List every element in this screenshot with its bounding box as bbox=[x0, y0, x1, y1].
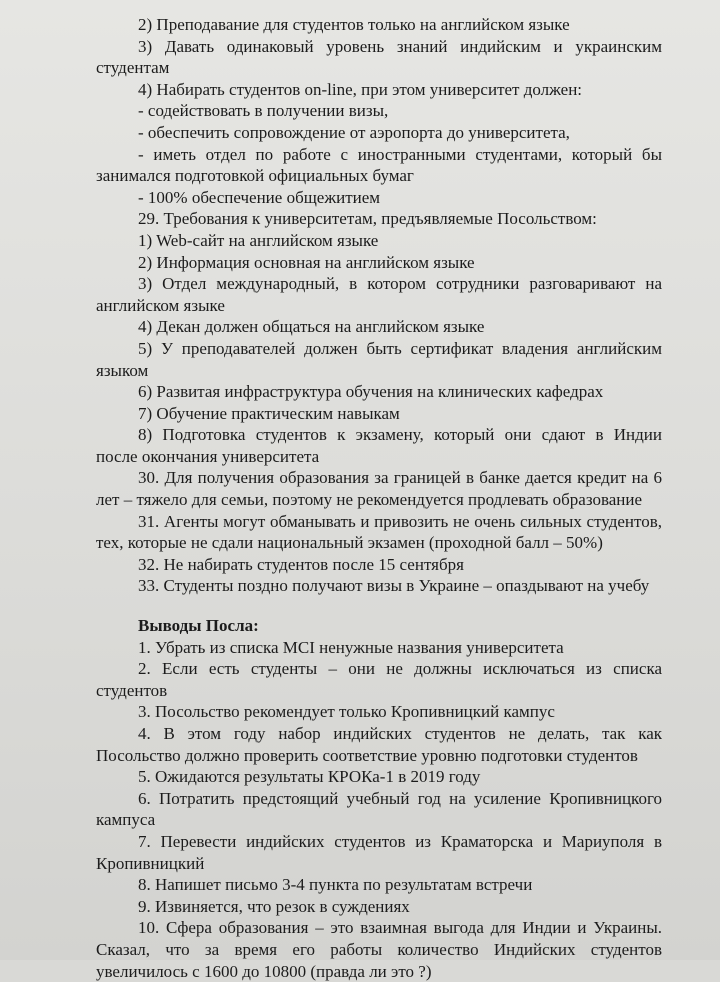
conclusion-line: 9. Извиняется, что резок в суждениях bbox=[138, 896, 410, 916]
conclusion-line: 6. Потратить предстоящий учебный год на усиление Кропивницкого bbox=[138, 788, 662, 808]
text-line: 30. Для получения образования за границей в банке дается кредит на 6 bbox=[138, 468, 662, 488]
text-line: тех, которые не сдали национальный экзамен (проходной балл – 50%) bbox=[96, 533, 603, 553]
text-line: 2) Преподавание для студентов только на английском языке bbox=[138, 15, 570, 34]
conclusion-line: 8. Напишет письмо 3-4 пункта по результатам встречи bbox=[138, 875, 533, 895]
text-line: 31. Агенты могут обманывать и привозить не очень сильных студентов, bbox=[138, 511, 662, 531]
conclusion-line: Кропивницкий bbox=[96, 853, 205, 873]
text-line: 32. Не набирать студентов после 15 сентября bbox=[138, 554, 464, 574]
text-line: 5) У преподавателей должен быть сертификат владения английским bbox=[138, 338, 662, 358]
conclusion-line: 1. Убрать из списка МСІ ненужные названия университета bbox=[138, 637, 564, 657]
text-line: 6) Развитая инфраструктура обучения на клинических кафедрах bbox=[138, 382, 604, 402]
conclusion-line: 3. Посольство рекомендует только Кропивницкий кампус bbox=[138, 702, 555, 722]
text-line: 4) Декан должен общаться на английском языке bbox=[138, 317, 485, 337]
text-line: 3) Давать одинаковый уровень знаний индийским и украинским bbox=[138, 36, 662, 56]
text-line: лет – тяжело для семьи, поэтому не рекомендуется продлевать образование bbox=[96, 490, 643, 510]
text-line: языком bbox=[96, 360, 149, 380]
conclusion-line: студентов bbox=[96, 680, 168, 700]
text-line: 1) Web-сайт на английском языке bbox=[138, 230, 379, 250]
text-line: английском языке bbox=[96, 295, 225, 315]
text-line: после окончания университета bbox=[96, 446, 320, 466]
conclusion-line: 10. Сфера образования – это взаимная выгода для Индии и Украины. bbox=[138, 918, 662, 938]
text-line: 4) Набирать студентов on-line, при этом университет должен: bbox=[138, 79, 583, 99]
conclusion-line: увеличилось с 1600 до 10800 (правда ли это ?) bbox=[96, 961, 432, 981]
text-line: 8) Подготовка студентов к экзамену, который они сдают в Индии bbox=[138, 425, 662, 445]
conclusion-line: 2. Если есть студенты – они не должны исключаться из списка bbox=[138, 659, 662, 679]
text-line: - обеспечить сопровождение от аэропорта до университета, bbox=[138, 122, 570, 142]
text-line: студентам bbox=[96, 58, 170, 78]
text-line: 2) Информация основная на английском языке bbox=[138, 252, 475, 272]
conclusion-line: Посольство должно проверить соответствие уровню подготовки студентов bbox=[96, 745, 638, 765]
text-line: - 100% обеспечение общежитием bbox=[138, 187, 381, 207]
conclusion-line: 5. Ожидаются результаты КРОКа-1 в 2019 году bbox=[138, 767, 481, 787]
conclusion-line: 4. В этом году набор индийских студентов не делать, так как bbox=[138, 724, 662, 743]
text-line: - иметь отдел по работе с иностранными студентами, который бы bbox=[138, 144, 662, 164]
document-body bbox=[96, 14, 662, 597]
conclusions-list bbox=[96, 637, 662, 982]
text-line: занимался подготовкой официальных бумаг bbox=[96, 166, 414, 186]
conclusions-heading: Выводы Посла: bbox=[138, 616, 259, 636]
text-line: 33. Студенты поздно получают визы в Украине – опаздывают на учебу bbox=[138, 576, 650, 596]
conclusion-line: Сказал, что за время его работы количество Индийских студентов bbox=[96, 939, 662, 959]
text-line: 7) Обучение практическим навыкам bbox=[138, 403, 400, 423]
conclusion-line: кампуса bbox=[96, 810, 156, 830]
text-line: 3) Отдел международный, в котором сотрудники разговаривают на bbox=[138, 274, 662, 294]
text-line: - содействовать в получении визы, bbox=[138, 101, 389, 121]
text-line: 29. Требования к университетам, предъявляемые Посольством: bbox=[138, 209, 597, 229]
conclusion-line: 7. Перевести индийских студентов из Краматорска и Мариуполя в bbox=[138, 831, 662, 851]
